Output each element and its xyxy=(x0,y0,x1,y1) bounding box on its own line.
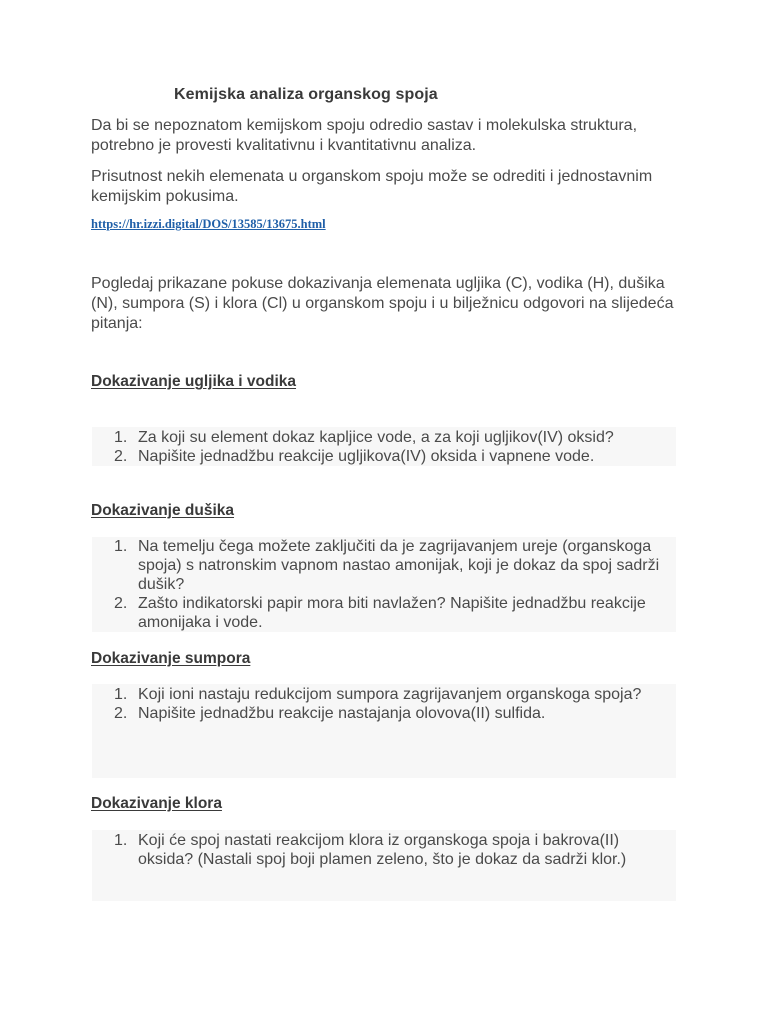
question-list-carbon-hydrogen xyxy=(114,428,674,466)
question-list-sulfur xyxy=(114,685,654,723)
question-text: Za koji su element dokaz kapljice vode, a za koji ugljikov(IV) oksid? xyxy=(138,429,614,446)
list-item xyxy=(114,685,654,704)
question-number: 2. xyxy=(114,595,128,612)
list-item xyxy=(114,831,674,869)
question-number: 1. xyxy=(114,429,128,446)
section-heading-nitrogen: Dokazivanje dušika xyxy=(91,502,235,519)
question-text: Koji ioni nastaju redukcijom sumpora zagrijavanjem organskoga spoja? xyxy=(138,686,642,703)
question-number: 1. xyxy=(114,538,128,555)
question-number: 1. xyxy=(114,686,128,703)
question-text: Koji će spoj nastati reakcijom klora iz organskoga spoja i bakrova(II) oksida? (Nastali spoj boji plamen zeleno, što je dokaz da sadrži klor.) xyxy=(138,832,627,868)
question-number: 2. xyxy=(114,448,128,465)
page-title: Kemijska analiza organskog spoja xyxy=(174,86,438,103)
intro-paragraph-2: Prisutnost nekih elemenata u organskom spoju može se odrediti i jednostavnim kemijskim pokusima. xyxy=(91,168,653,205)
question-text: Napišite jednadžbu reakcije nastajanja olovova(II) sulfida. xyxy=(138,705,546,722)
question-number: 2. xyxy=(114,705,128,722)
instruction-paragraph: Pogledaj prikazane pokuse dokazivanja elemenata ugljika (C), vodika (H), dušika (N), sumpora (S) i klora (Cl) u organskom spoju i u bilježnicu odgovori na slijedeća pitanja: xyxy=(91,275,674,332)
question-list-nitrogen xyxy=(114,537,674,632)
question-text: Zašto indikatorski papir mora biti navlažen? Napišite jednadžbu reakcije amonijaka i vode. xyxy=(138,595,646,631)
list-item xyxy=(114,704,654,723)
section-heading-chlorine: Dokazivanje klora xyxy=(91,795,222,812)
list-item xyxy=(114,447,674,466)
list-item xyxy=(114,537,674,594)
intro-paragraph-1: Da bi se nepoznatom kemijskom spoju odredio sastav i molekulska struktura, potrebno je provesti kvalitativnu i kvantitativnu analiza. xyxy=(91,117,638,154)
list-item xyxy=(114,594,674,632)
question-text: Napišite jednadžbu reakcije ugljikova(IV) oksida i vapnene vode. xyxy=(138,448,595,465)
section-heading-sulfur: Dokazivanje sumpora xyxy=(91,650,251,667)
izzi-link[interactable]: https://hr.izzi.digital/DOS/13585/13675.html xyxy=(91,217,326,231)
question-number: 1. xyxy=(114,832,128,849)
list-item xyxy=(114,428,674,447)
question-list-chlorine xyxy=(114,831,674,869)
question-text: Na temelju čega možete zaključiti da je zagrijavanjem ureje (organskoga spoja) s natronskim vapnom nastao amonijak, koji je dokaz da spoj sadrži dušik? xyxy=(138,538,660,593)
section-heading-carbon-hydrogen: Dokazivanje ugljika i vodika xyxy=(91,373,297,390)
